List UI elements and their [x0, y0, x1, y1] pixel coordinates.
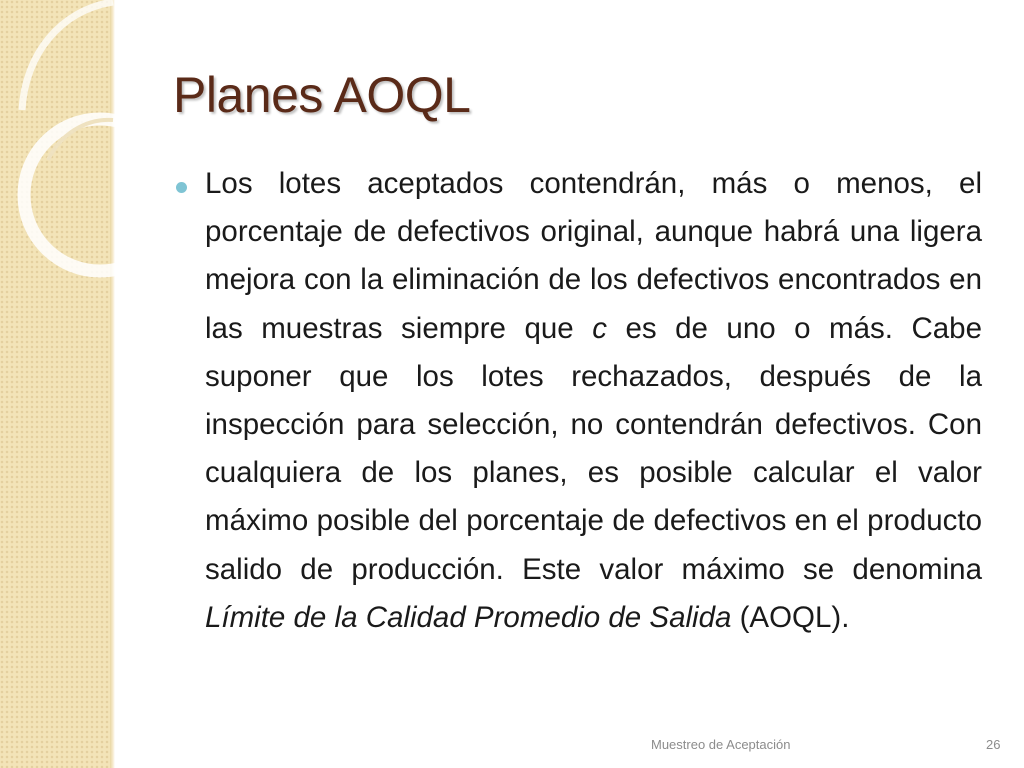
body-text-part-2: es de uno o más. Cabe suponer que los lotes rechazados, después de la inspección para selección, no contendrán defectivos. Con cualquiera de los planes, es posible calcular el valor máximo posible del porcentaje de defectivos en el producto salido de producción. Este valor máximo se denomina [205, 311, 982, 586]
body-text-part-3: (AOQL). [731, 600, 850, 634]
body-text-part-1: Los lotes aceptados contendrán, más o menos, el porcentaje de defectivos original, aunque habrá una ligera mejora con la eliminación de los defectivos encontrados en las muestras siempre que [205, 167, 982, 345]
slide-content [176, 160, 982, 642]
bullet-icon [176, 182, 187, 193]
variable-c: c [592, 311, 607, 345]
footer-label: Muestreo de Aceptación [651, 737, 791, 752]
term-italic: Límite de la Calidad Promedio de Salida [205, 600, 732, 634]
slide-title: Planes AOQL [173, 67, 471, 123]
page-number: 26 [986, 737, 1001, 752]
decorative-swirl-icon [0, 0, 200, 330]
body-paragraph [205, 160, 982, 642]
